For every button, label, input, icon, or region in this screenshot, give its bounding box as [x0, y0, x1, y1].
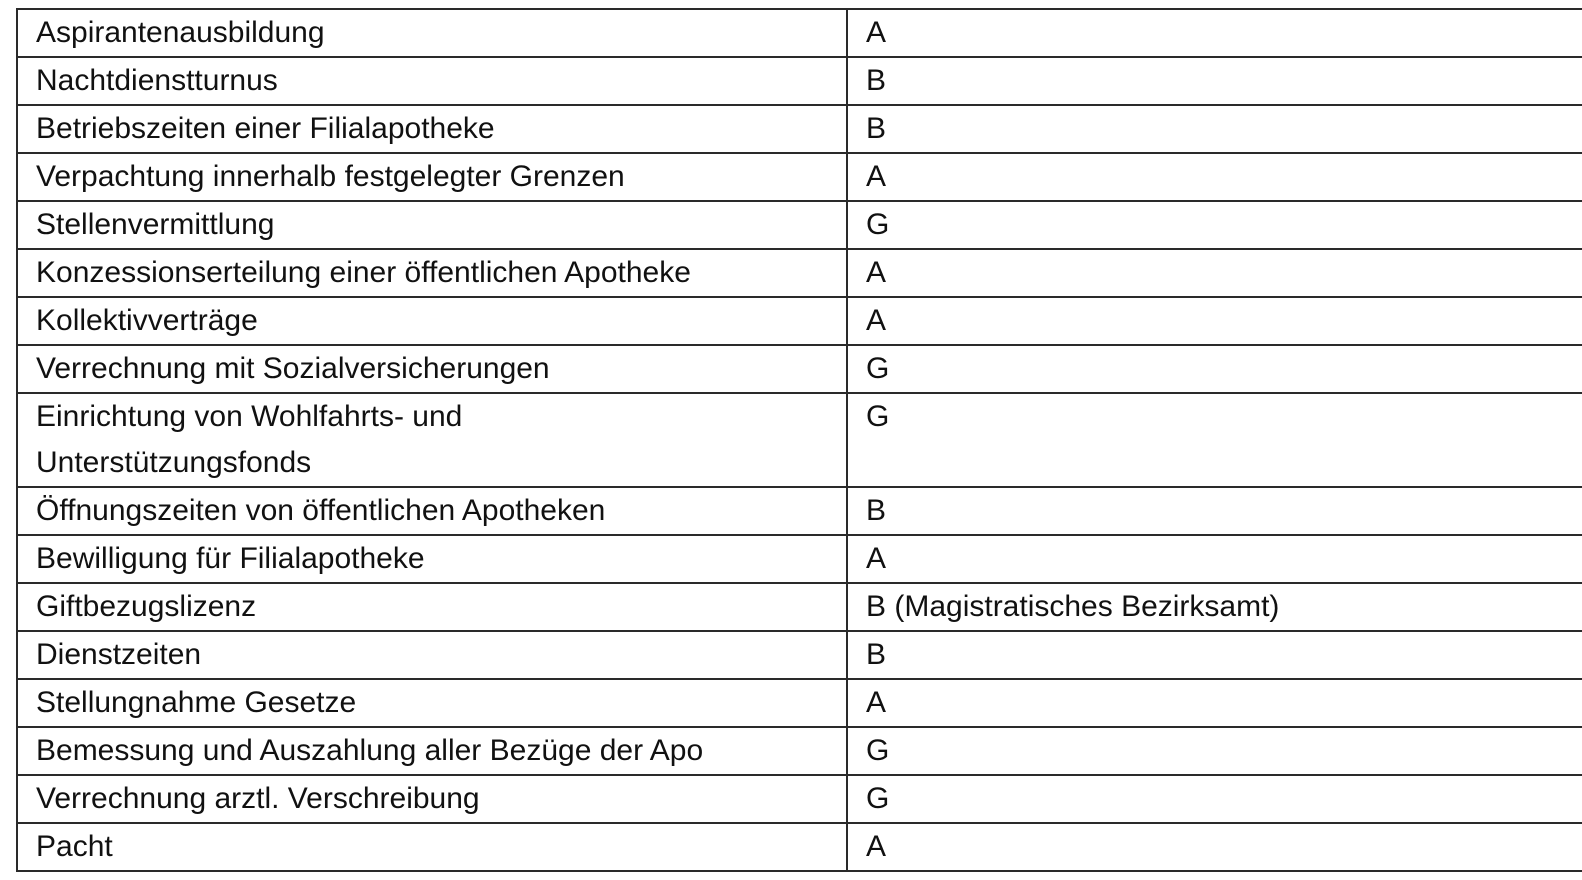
item-cell-line: Einrichtung von Wohlfahrts- und: [36, 400, 463, 433]
table-row: [17, 345, 1582, 393]
table-row: [17, 105, 1582, 153]
table-row: [17, 201, 1582, 249]
table-row: [17, 631, 1582, 679]
table-row: [17, 535, 1582, 583]
item-cell: Verrechnung arztl. Verschreibung: [17, 775, 847, 823]
table-row: [17, 9, 1582, 57]
item-cell: Verpachtung innerhalb festgelegter Grenzen: [17, 153, 847, 201]
table-row: [17, 297, 1582, 345]
item-cell: Kollektivverträge: [17, 297, 847, 345]
item-cell: Stellungnahme Gesetze: [17, 679, 847, 727]
item-cell: Dienstzeiten: [17, 631, 847, 679]
item-cell: Verrechnung mit Sozialversicherungen: [17, 345, 847, 393]
code-cell: G: [847, 727, 1582, 775]
item-cell-line: Unterstützungsfonds: [36, 446, 312, 479]
item-cell: Nachtdienstturnus: [17, 57, 847, 105]
code-cell: B: [847, 631, 1582, 679]
item-cell: Konzessionserteilung einer öffentlichen Apotheke: [17, 249, 847, 297]
item-cell: Öffnungszeiten von öffentlichen Apotheken: [17, 487, 847, 535]
item-cell: Giftbezugslizenz: [17, 583, 847, 631]
code-cell: A: [847, 535, 1582, 583]
code-cell: A: [847, 297, 1582, 345]
table-row: [17, 393, 1582, 487]
code-cell: B (Magistratisches Bezirksamt): [847, 583, 1582, 631]
item-cell: [17, 393, 847, 487]
table-row: [17, 583, 1582, 631]
table-row: [17, 679, 1582, 727]
table-row: [17, 153, 1582, 201]
code-cell: B: [847, 105, 1582, 153]
code-cell: G: [847, 775, 1582, 823]
table-row: [17, 249, 1582, 297]
table-row: [17, 775, 1582, 823]
code-cell: A: [847, 823, 1582, 871]
code-cell: G: [847, 393, 1582, 487]
authority-table: [16, 8, 1582, 872]
table-row: [17, 823, 1582, 871]
code-cell: A: [847, 9, 1582, 57]
item-cell: Bewilligung für Filialapotheke: [17, 535, 847, 583]
item-cell: Stellenvermittlung: [17, 201, 847, 249]
item-cell: Bemessung und Auszahlung aller Bezüge der Apo: [17, 727, 847, 775]
table-row: [17, 57, 1582, 105]
item-cell: Pacht: [17, 823, 847, 871]
code-cell: A: [847, 679, 1582, 727]
table-row: [17, 487, 1582, 535]
code-cell: A: [847, 153, 1582, 201]
item-cell: Betriebszeiten einer Filialapotheke: [17, 105, 847, 153]
code-cell: G: [847, 201, 1582, 249]
code-cell: B: [847, 487, 1582, 535]
code-cell: G: [847, 345, 1582, 393]
item-cell: Aspirantenausbildung: [17, 9, 847, 57]
table-row: [17, 727, 1582, 775]
code-cell: A: [847, 249, 1582, 297]
code-cell: B: [847, 57, 1582, 105]
